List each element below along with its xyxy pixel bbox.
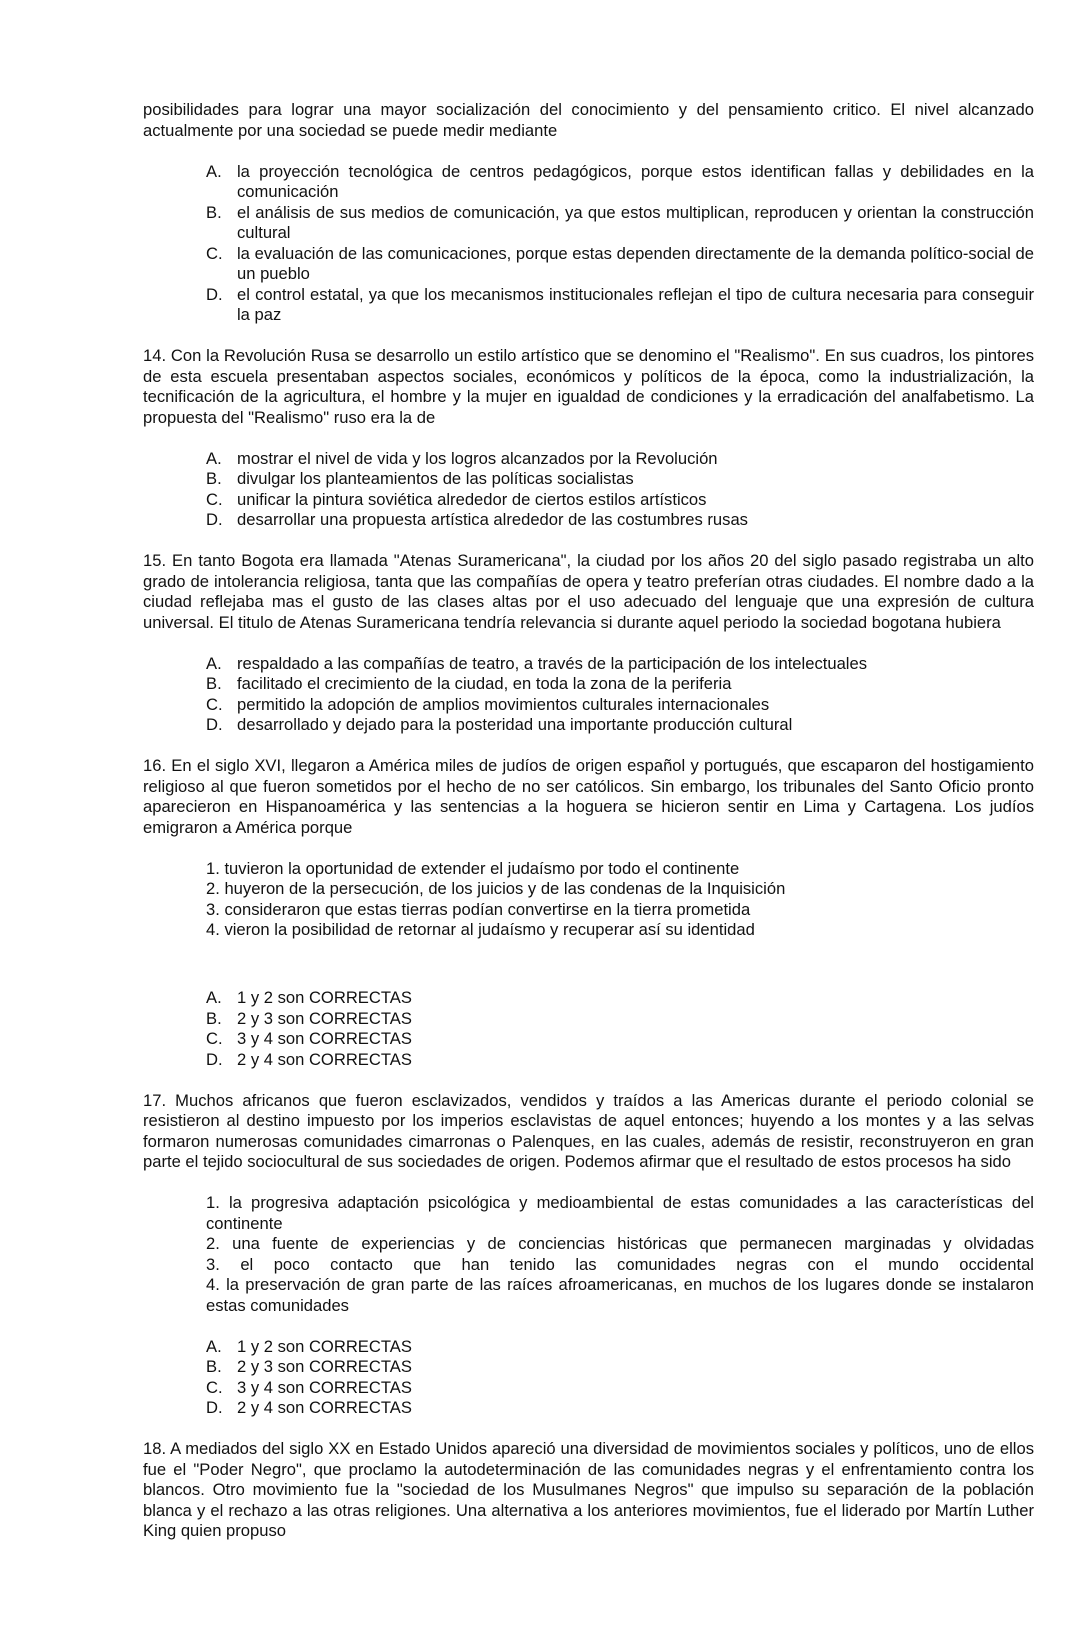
question-stem: 17. Muchos africanos que fueron esclavizados, vendidos y traídos a las Americas durante el periodo colonial se resistieron al destino impuesto por los imperios esclavistas de aquel entonces; huyendo a los montes y a las selvas formaron numerosas comunidades cimarronas o Palenques, en las cuales, además de resistir, reconstruyeron en gran parte el tejido sociocultural de sus sociedades de origen. Podemos afirmar que el resultado de estos procesos ha sido	[143, 1090, 1034, 1171]
option-letter: C.	[206, 489, 223, 509]
statement: 3. el poco contacto que han tenido las comunidades negras con el mundo occidental	[206, 1254, 1034, 1274]
answer-option	[206, 1378, 1034, 1399]
option-letter: A.	[206, 448, 222, 468]
option-text: facilitado el crecimiento de la ciudad, en toda la zona de la periferia	[237, 674, 732, 693]
answer-option	[206, 1398, 1034, 1419]
answer-option	[206, 285, 1034, 326]
answer-option	[206, 449, 1034, 470]
option-letter: C.	[206, 1377, 223, 1397]
option-letter: B.	[206, 469, 222, 488]
question-block	[143, 756, 1034, 1070]
option-letter: C.	[206, 1029, 223, 1048]
option-text: 3 y 4 son CORRECTAS	[237, 1377, 412, 1397]
statement: 1. tuvieron la oportunidad de extender el judaísmo por todo el continente	[206, 858, 740, 878]
question-block-13	[143, 100, 1034, 326]
answer-option	[206, 244, 1034, 285]
numbered-statements	[206, 859, 1034, 941]
answer-option	[206, 203, 1034, 244]
option-text: 2 y 3 son CORRECTAS	[237, 1008, 412, 1028]
question-block	[143, 346, 1034, 531]
question-stem: 14. Con la Revolución Rusa se desarrollo un estilo artístico que se denomino el "Realismo". En sus cuadros, los pintores de esta escuela presentaban aspectos sociales, económicos y políticos de la época, como la industrialización, la tecnificación de la agricultura, el hombre y la mujer en igualdad de condiciones y la erradicación del analfabetismo. La propuesta del "Realismo" ruso era la de	[143, 346, 1034, 427]
option-letter: B.	[206, 674, 222, 693]
option-letter: B.	[206, 1357, 222, 1376]
statement: 3. consideraron que estas tierras podían convertirse en la tierra prometida	[206, 899, 751, 919]
option-text: el control estatal, ya que los mecanismos institucionales reflejan el tipo de cultura necesaria para conseguir la paz	[237, 284, 1034, 324]
question-stem: posibilidades para lograr una mayor socialización del conocimiento y del pensamiento critico. El nivel alcanzado actualmente por una sociedad se puede medir mediante	[143, 100, 1034, 140]
option-text: respaldado a las compañías de teatro, a través de la participación de los intelectuales	[237, 653, 868, 673]
option-letter: A.	[206, 161, 222, 181]
statement: 1. la progresiva adaptación psicológica y medioambiental de estas comunidades a las características del continente	[206, 1193, 1034, 1233]
answer-option	[206, 715, 1034, 736]
option-letter: D.	[206, 510, 223, 529]
spacer	[143, 941, 1034, 968]
option-text: 2 y 4 son CORRECTAS	[237, 1398, 412, 1417]
option-text: 1 y 2 son CORRECTAS	[237, 988, 412, 1007]
answer-option	[206, 988, 1034, 1009]
option-text: desarrollar una propuesta artística alrededor de las costumbres rusas	[237, 510, 748, 529]
option-letter: B.	[206, 1008, 222, 1028]
option-letter: D.	[206, 1398, 223, 1417]
answer-option	[206, 654, 1034, 675]
answer-option	[206, 695, 1034, 716]
option-letter: A.	[206, 653, 222, 673]
statement: 2. huyeron de la persecución, de los juicios y de las condenas de la Inquisición	[206, 879, 786, 898]
answer-option	[206, 510, 1034, 531]
option-letter: C.	[206, 694, 223, 714]
option-letter: A.	[206, 1336, 222, 1356]
option-text: la evaluación de las comunicaciones, porque estas dependen directamente de la demanda político-social de un pueblo	[237, 243, 1034, 283]
option-text: el análisis de sus medios de comunicación, ya que estos multiplican, reproducen y orientan la construcción cultural	[237, 202, 1034, 242]
option-text: mostrar el nivel de vida y los logros alcanzados por la Revolución	[237, 448, 718, 468]
answer-option	[206, 1009, 1034, 1030]
numbered-statements	[206, 1193, 1034, 1316]
statement: 2. una fuente de experiencias y de conciencias históricas que permanecen marginadas y olvidadas	[206, 1234, 1034, 1253]
answer-option	[206, 162, 1034, 203]
option-letter: D.	[206, 1049, 223, 1069]
option-text: 1 y 2 son CORRECTAS	[237, 1336, 412, 1356]
answer-option	[206, 1337, 1034, 1358]
option-text: divulgar los planteamientos de las políticas socialistas	[237, 469, 634, 488]
question-stem: 16. En el siglo XVI, llegaron a América miles de judíos de origen español y portugués, que escaparon del hostigamiento religioso al que fueron sometidos por el hecho de no ser católicos. Sin embargo, los tribunales del Santo Oficio pronto aparecieron en Hispanoamérica y las sentencias a la hoguera se hicieron sentir en Lima y Cartagena. Los judíos emigraron a América porque	[143, 756, 1034, 837]
answer-options	[206, 1337, 1034, 1419]
option-letter: D.	[206, 284, 223, 304]
question-block	[143, 551, 1034, 736]
answer-option	[206, 1357, 1034, 1378]
option-text: 3 y 4 son CORRECTAS	[237, 1029, 412, 1048]
option-letter: C.	[206, 243, 223, 263]
answer-options	[206, 449, 1034, 531]
answer-option	[206, 1050, 1034, 1071]
answer-option	[206, 674, 1034, 695]
option-text: 2 y 3 son CORRECTAS	[237, 1357, 412, 1376]
answer-option	[206, 490, 1034, 511]
question-stem: 15. En tanto Bogota era llamada "Atenas Suramericana", la ciudad por los años 20 del siglo pasado registraba un alto grado de intolerancia religiosa, tanta que las compañías de opera y teatro preferían otras ciudades. El nombre dado a la ciudad reflejaba mas el gusto de las clases altas por el uso adecuado del lenguaje que una expresión de cultura universal. El titulo de Atenas Suramericana tendría relevancia si durante aquel periodo la sociedad bogotana hubiera	[143, 551, 1034, 632]
option-letter: B.	[206, 202, 222, 222]
option-letter: D.	[206, 715, 223, 734]
question-block	[143, 1091, 1034, 1419]
statement: 4. vieron la posibilidad de retornar al judaísmo y recuperar así su identidad	[206, 920, 755, 939]
document-page	[143, 100, 1034, 1562]
answer-options	[206, 988, 1034, 1070]
option-text: unificar la pintura soviética alrededor de ciertos estilos artísticos	[237, 489, 707, 509]
answer-option	[206, 1029, 1034, 1050]
question-stem: 18. A mediados del siglo XX en Estado Unidos apareció una diversidad de movimientos sociales y políticos, uno de ellos fue el "Poder Negro", que proclamo la autodeterminación de las comunidades negras y el enfrentamiento contra los blancos. Otro movimiento fue la "sociedad de los Musulmanes Negros" que impulso su separación de la población blanca y el rechazo a las otras religiones. Una alternativa a los anteriores movimientos, fue el liderado por Martín Luther King quien propuso	[143, 1439, 1034, 1540]
option-text: 2 y 4 son CORRECTAS	[237, 1049, 412, 1069]
option-text: la proyección tecnológica de centros pedagógicos, porque estos identifican fallas y debilidades en la comunicación	[237, 161, 1034, 201]
answer-option	[206, 469, 1034, 490]
question-block	[143, 1439, 1034, 1542]
answer-options	[206, 162, 1034, 326]
answer-options	[206, 654, 1034, 736]
statement: 4. la preservación de gran parte de las raíces afroamericanas, en muchos de los lugares donde se instalaron estas comunidades	[206, 1275, 1034, 1315]
option-letter: A.	[206, 988, 222, 1007]
option-text: desarrollado y dejado para la posteridad una importante producción cultural	[237, 715, 793, 734]
option-text: permitido la adopción de amplios movimientos culturales internacionales	[237, 694, 770, 714]
